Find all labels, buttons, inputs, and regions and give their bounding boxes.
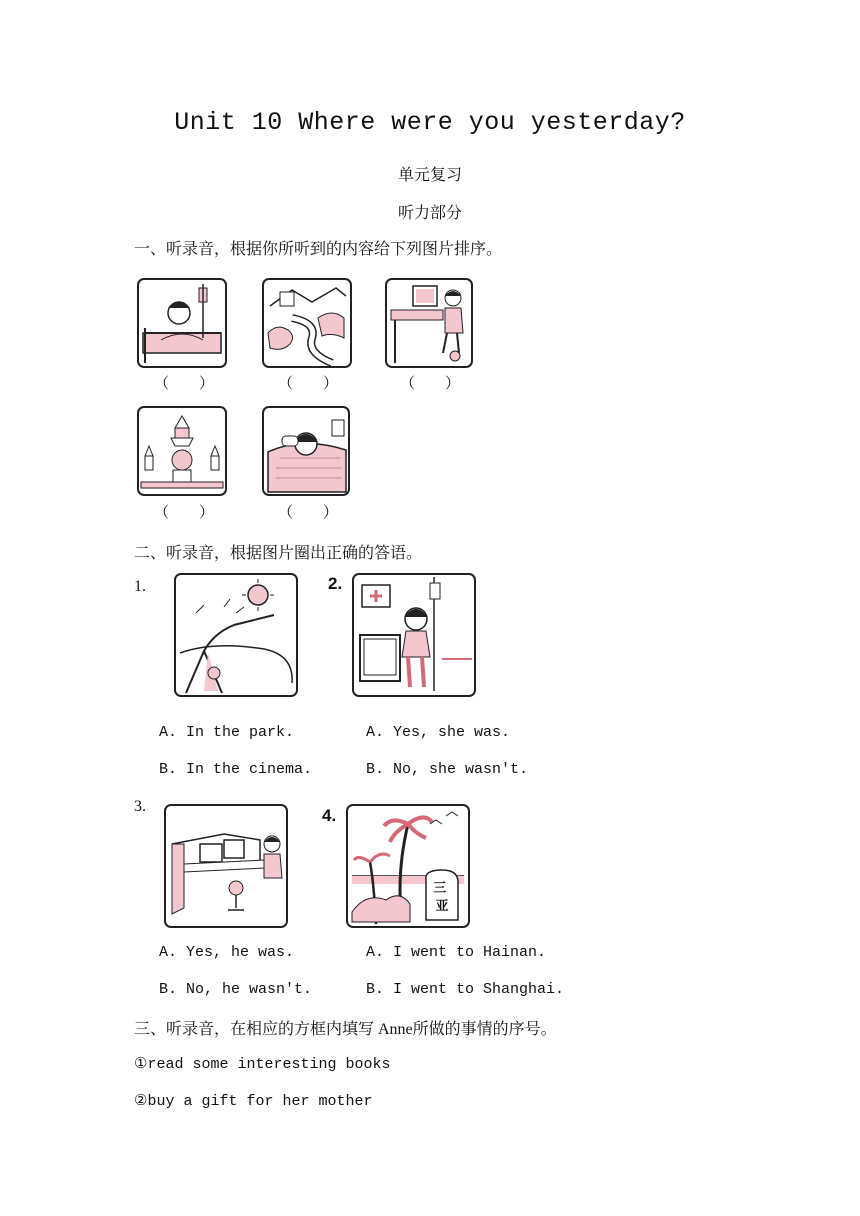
page-title: Unit 10 Where were you yesterday? [174, 108, 686, 137]
hospital-bed-picture [137, 278, 227, 368]
listening-section-label: 听力部分 [397, 205, 462, 222]
part1-blank-4: （ ） [154, 505, 215, 521]
part1-blank-3: （ ） [400, 376, 461, 392]
q2-option-b[interactable]: B. No, she wasn't. [366, 761, 529, 778]
q4-option-b[interactable]: B. I went to Shanghai. [366, 981, 565, 998]
q3-option-a[interactable]: A. Yes, he was. [159, 944, 295, 961]
q2-option-a[interactable]: A. Yes, she was. [366, 724, 511, 741]
computer-desk-picture [385, 278, 473, 368]
part3-item-2: ②buy a gift for her mother [134, 1093, 373, 1110]
q1-option-a[interactable]: A. In the park. [159, 724, 295, 741]
sanya-sign-line-1: 三 [433, 881, 447, 896]
part1-blank-5: （ ） [278, 505, 339, 521]
temple-picture [137, 406, 227, 496]
question-4-number: 4. [322, 806, 337, 825]
q3-option-b[interactable]: B. No, he wasn't. [159, 981, 313, 998]
part1-blank-1: （ ） [154, 376, 215, 392]
part1-instruction: 一、听录音，根据你所听到的内容给下列图片排序。 [134, 241, 503, 258]
part2-instruction: 二、听录音，根据图片圈出正确的答语。 [134, 545, 423, 562]
q1-option-b[interactable]: B. In the cinema. [159, 761, 313, 778]
question-2-number: 2. [328, 574, 343, 593]
sleeping-girl-picture [262, 406, 350, 496]
q4-option-a[interactable]: A. I went to Hainan. [366, 944, 547, 961]
part3-item-1: ①read some interesting books [134, 1056, 391, 1073]
sanya-beach-picture [346, 804, 470, 928]
part3-instruction: 三、听录音，在相应的方框内填写 Anne所做的事情的序号。 [134, 1021, 557, 1038]
sanya-sign-line-2: 亚 [435, 899, 449, 914]
part1-blank-2: （ ） [278, 376, 339, 392]
unit-review-subtitle: 单元复习 [397, 167, 462, 184]
question-1-number: 1. [134, 578, 146, 595]
great-wall-picture [262, 278, 352, 368]
park-picture [174, 573, 298, 697]
hospital-girl-picture [352, 573, 476, 697]
question-3-number: 3. [134, 798, 146, 815]
office-picture [164, 804, 288, 928]
